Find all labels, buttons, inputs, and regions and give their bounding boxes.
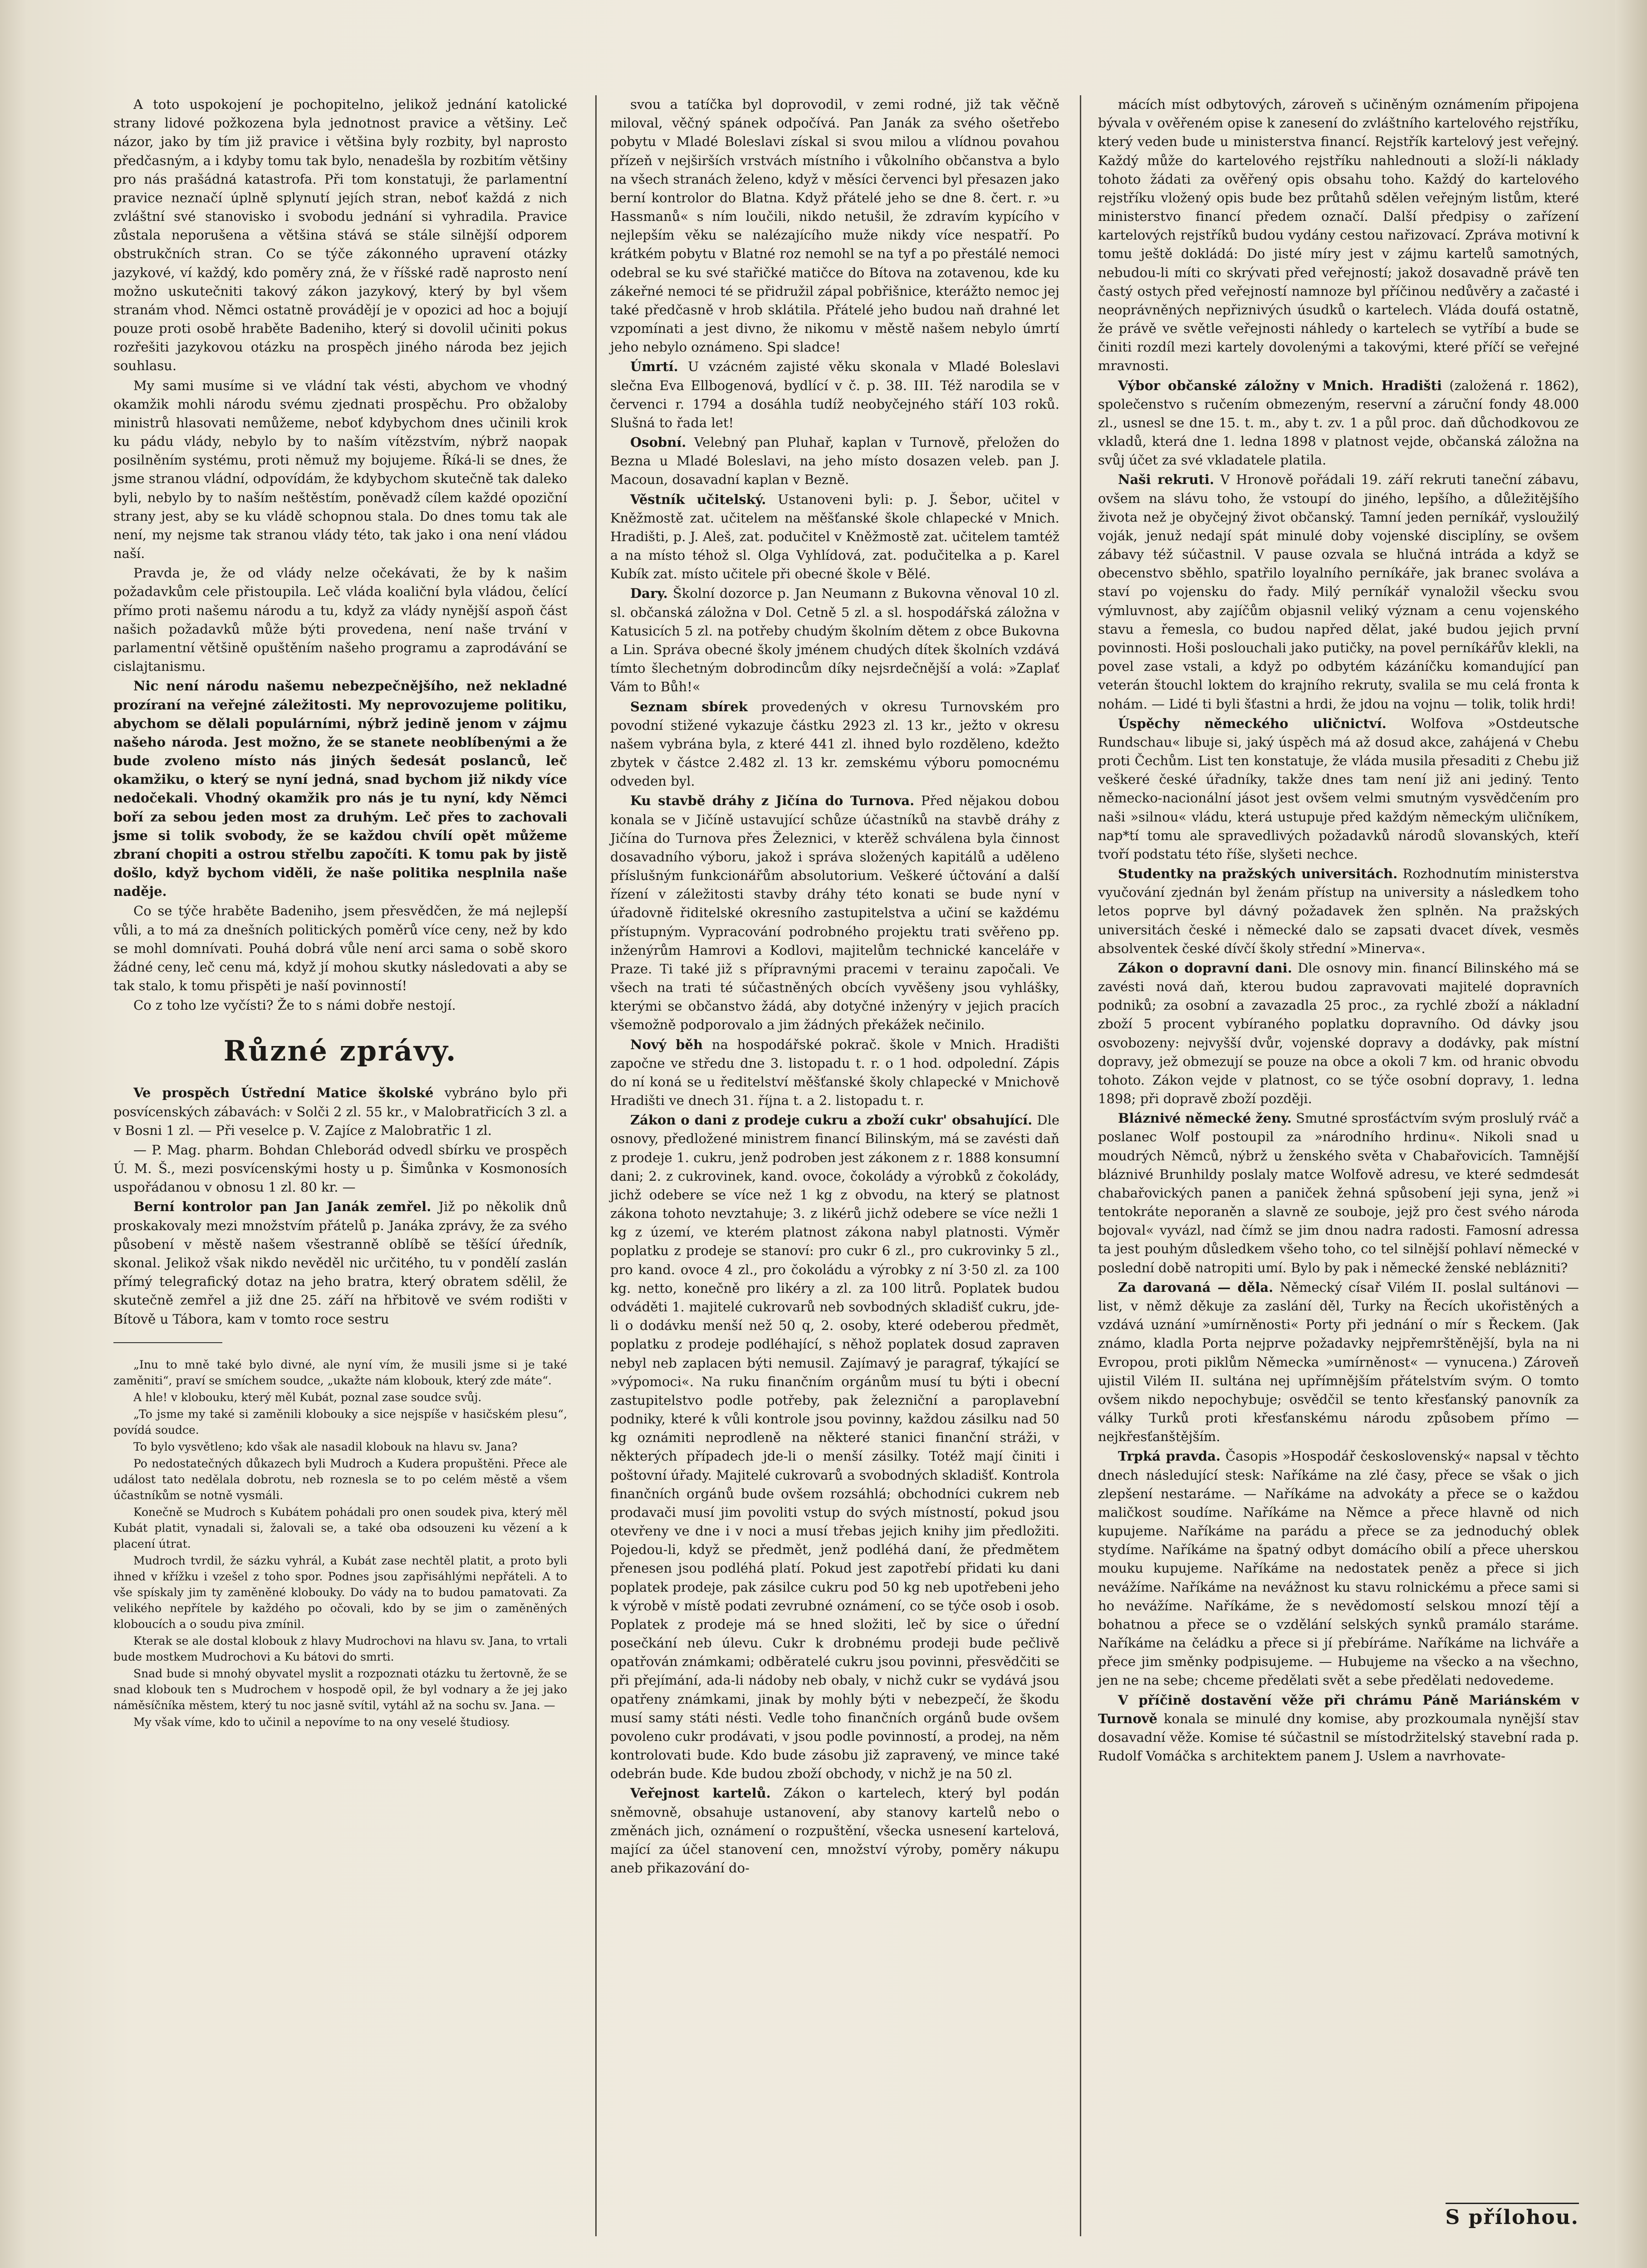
news-item	[610, 792, 1059, 1034]
news-item-body: Velebný pan Pluhař, kaplan v Turnově, přeložen do Bezna u Mladé Boleslavi, na jeho místo dosazen veleb. pan J. Macoun, dosavadní kaplan v Bezně.	[610, 435, 1059, 488]
column-3	[1098, 95, 1579, 1766]
feuilleton-paragraph: Mudroch tvrdil, že sázku vyhrál, a Kubát zase nechtěl platit, a proto byli ihned v křížku i vzešel z toho spor. Podnes jsou zapřisáhlými nepřáteli. A to vše spískaly jim ty zaměněné klobouky. Do vády na to budou pamatovati. Za velikého nepřítele by každého po očovali, kdo by se jim o zaměněných kloboucích a o soudu piva zmínil.	[113, 1554, 567, 1631]
feuilleton-paragraph: Kterak se ale dostal klobouk z hlavy Mudrochovi na hlavu sv. Jana, to vrtali bude mostkem Mudrochovi a Ku bátovi do smrti.	[113, 1634, 567, 1663]
paragraph	[113, 677, 567, 901]
news-item-title: Ku stavbě dráhy z Jičína do Turnova.	[630, 793, 915, 809]
feuilleton-paragraph: „Inu to mně také bylo divné, ale nyní vím, že musili jsme si je také zaměniti“, praví se smíchem soudce, „ukažte nám klobouk, který zde máte“.	[113, 1358, 567, 1387]
news-item-title: Berní kontrolor pan Jan Janák zemřel.	[133, 1199, 431, 1215]
paragraph: svou a tatíčka byl doprovodil, v zemi rodné, již tak věčně miloval, věčný spánek odpočívá. Pan Janák za svého ošetřebo pobytu v Mladé Boleslavi získal si svou milou a vlídnou povahou přízeň v nejširších vrstvách místního i vůkolního občanstva a bylo na všech stranách želeno, když v měsíci červenci byl přesazen jako berní kontrolor do Blatna. Když přátelé jeho se dne 8. čert. r. »u Hassmanů« s ním loučili, nikdo netušil, že zdravím kypícího v nejlepším věku se nalézajícího muže nikdy více nespatří. Po krátkém pobytu v Blatné roz nemohl se na tyf a po přestálé nemoci odebral se ku své stařičké matičce do Bítova na zotavenou, kde ku zákeřné nemoci té se přidružil zápal pobřišnice, kterážto nemoc jej také předčasně v hrob sklátila. Přátelé jeho budou naň drahné let vzpomínati a jest divno, že nikomu v městě našem nebylo úmrtí jeho nebylo oznámeno. Spi sladce!	[610, 97, 1059, 355]
feuilleton-paragraph: Konečně se Mudroch s Kubátem pohádali pro onen soudek piva, který měl Kubát platit, vynadali si, žalovali se, a také oba odsouzeni ku vězení a k placení útrat.	[113, 1505, 567, 1550]
news-item-title: Úmrtí.	[630, 359, 678, 375]
news-item	[610, 357, 1059, 432]
paragraph: Co z toho lze vyčísti? Že to s námi dobře nestojí.	[133, 997, 456, 1013]
feuilleton-divider	[113, 1342, 222, 1343]
feuilleton-paragraph: My však víme, kdo to učinil a nepovíme to na ony veselé študiosy.	[133, 1715, 510, 1729]
news-item-title: Věstník učitelský.	[630, 491, 766, 507]
news-item-body: na hospodářské pokrač. škole v Mnich. Hradišti započne ve středu dne 3. listopadu t. r. o 1 hod. odpolední. Zápis do ní koná se u ředitelství měšťanské školy chlapecké v Mnichově Hradišti ve dnech 31. října t. a 2. listopadu t. r.	[610, 1036, 1059, 1109]
news-item-body: Německý císař Vilém II. poslal sultánovi — list, v němž děkuje za zaslání děl, Turky na Řecích ukořistěných a vzdává uznání »umírněnosti« Porty při jednání o mír s Řeckem. (Jak známo, kladla Porta nejprve požadavky nejpřemrštěnější, byla na ni Evropou, proti piklům Německa »umírněnost« — vynucena.) Zároveň ujistil Vilém II. sultána nej upřímnějším přátelstvím svým. O tomto ovšem nikdo nepochybuje; osvědčil se tento křesťanský panovník za války Turků proti křesťanskému národu způsobem přímo — nejkřesťanštějším.	[1098, 1279, 1579, 1445]
news-item-title: Veřejnost kartelů.	[630, 1785, 771, 1801]
news-item-body: U vzácném zajisté věku skonala v Mladé Boleslavi slečna Eva Ellbogenová, bydlící v č. p. 38. III. Též narodila se v červenci r. 1794 a dosáhla tudíž neobyčejného stáří 103 roků. Slušná to řada let!	[610, 359, 1059, 430]
news-item-title: Za darovaná — děla.	[1118, 1279, 1274, 1295]
news-item	[610, 1111, 1059, 1783]
news-item	[1098, 865, 1579, 958]
scan-edge-left	[0, 0, 27, 2268]
news-item	[1098, 959, 1579, 1108]
news-item-body: Dle osnovy, předložené ministrem financí Bilinským, má se zavésti daň z prodeje 1. cukru, jenž podroben jest zákonem z r. 1888 konsumní dani; 2. z cukrovinek, kand. ovoce, čokolády a výrobků z čokolády, jichž odebere se více než 1 kg z obvodu, na který se platnost zákona tohoto nevztahuje; 3. z likérů jichž odebere se více nežli 1 kg z území, ve kterém platnost zákona nabyl platnosti. Výměr poplatku z prodeje se stanoví: pro cukr 6 zl., pro cukrovinky 5 zl., pro kand. ovoce 4 zl., pro čokoládu a výrobky z ní 3·50 zl. za 100 kg. netto, konečně pro likéry a zl. za 100 litrů. Poplatek budou odváděti 1. majitelé cukrovarů neb sovbodných skladišť cukru, jde-li o dodávku menší než 50 q, 2. osoby, které odeberou předmět, poplatku z prodeje podléhající, s něhož poplatek dosud zapraven nebyl neb zaplacen býti nemusil. Zajímavý je paragraf, týkající se »výpomoci«. Na ruku finančním orgánům musí tu býti i obecní zastupitelstvo podle potřeby, pak železniční a paroplavební podniky, které k vůli kontrole jsou povinny, každou zásilku nad 50 kg oznámiti neprodleně na některé stanici finanční stráži, v některých případech jde-li o menší zásilky. Totéž mají činiti i poštovní úřady. Majitelé cukrovarů a svobodných skladišť. Kontrola finančních orgánů bude ovšem rozsáhlá; obchodníci cukrem neb prodavači musí jim povoliti vstup do svých místností, pokud jsou otevřeny ve dne i v noci a musí třebas jejich knihy jim předložiti. Pojedou-li, když se předmět, jenž podléhá daní, že předmětem přenesen jsou podléhá platí. Pokud jest zapotřebí přidati ku dani poplatek prodeje, pak zásilce cukru pod 50 kg neb upotřebeni jeho k výrobě v místě podati zevrubné oznámení, co se týče osob i osob. Poplatek z prodeje má se hned složiti, leč by sice o úřední posečkání neb úlevu. Cukr k drobnému prodeji bude pečlivě opatřován známkami; odběratelé cukru jsou povinni, přesvědčiti se při přejímání, ada-li nádoby neb obaly, v nichž cukr se vydává jsou opatřeny známkami, jinak by mohly býti v nebezpečí, že škodu musí samy státi nésti. Vedle toho finančních orgánů bude ovšem povoleno cukr prodávati, v jsou podle povinností, a prodej, na něm kontrolovati bude. Kdo bude zásobu již zapravený, ve mince také odebrán bude. Kde budou zboží obchody, v nichž je na 50 zl.	[610, 1112, 1060, 1782]
paragraph: Pravda je, že od vlády nelze očekávati, že by k našim požadavkům cele přistoupila. Leč vláda koaliční byla vládou, čelící přímo proti našemu národu a tu, když za vlády nynější aspoň část našich požadavků může býti provedena, není naše trvání v parlamentní většině opuštěním našeho programu a zaprodávání se cislajtanismu.	[113, 565, 567, 675]
news-item-body: Wolfova »Ostdeutsche Rundschau« libuje si, jaký úspěch má až dosud akce, zahájená v Chebu proti Čechům. List ten konstatuje, že vláda musila přesaditi z Chebu již veškeré české úřadníky, takže dnes tam není již ani jediný. Tento německo-nacionální jásot jest ovšem velmi smutným vysvědčením pro naši »silnou« vládu, která ustupuje před každým německým uličníkem, nap*tí tomu ale spravedlivých požadavků národů slovanských, kteří tvoří podstatu této říše, slyšeti nechce.	[1098, 715, 1579, 862]
news-item-body: Ustanoveni byli: p. J. Šebor, učitel v Kněžmostě zat. učitelem na měšťanské škole chlapecké v Mnich. Hradišti, p. J. Aleš, zat. podučitel v Kněžmostě zat. učitelem tamtéž a na místo téhož sl. Olga Vyhlídová, zat. podučitelka a p. Karel Kubík zat. místo učitele při obecné škole v Bělé.	[610, 491, 1060, 582]
paragraph: My sami musíme si ve vládní tak vésti, abychom ve vhodný okamžik mohli národu svému zjednati prospěchu. Pro obžaloby ministrů hlasovati nemůžeme, neboť kdybychom dnes učinili krok ku pádu vlády, nebylo by to naším vítězstvím, nýbrž naopak posilněním systému, proti němuž my bojujeme. Říká-li se dnes, že jsme stranou vládní, odpovídám, že kdybychom skutečně tak daleko byli, nebylo by to naším neštěstím, poněvadž cílem každé opoziční strany jest, aby se ku vládě schopnou stala. Do dnes tomu tak ale není, my nejsme tak stranou vlády této, tak jako i ona není vládou naší.	[113, 377, 567, 562]
news-item-title: Ve prospěch Ústřední Matice školské	[133, 1085, 434, 1101]
news-item-body: Smutné sprosťáctvím svým proslulý rváč a poslanec Wolf postoupil za »národního hrdinu«. Nikoli snad u moudrých Němců, nýbrž u ženského světa v Chabařovicích. Tamnější bláznivé Brunhildy poslaly matce Wolfově adresu, ve které sedmdesát chabařovických panen a paniček žehná spůsobení jeji syna, jenž »i tentokráte neporaněn a slavně ze souboje, jejž pro čest svého národa bojoval« vyvázl, nad čímž se jim dnou nadra radosti. Famosní adressa ta jest pouhým důsledkem všeho toho, co tel silnější pohlaví německé v poslední době natropiti umí. Bylo by pak i německé ženské neblázniti?	[1098, 1110, 1579, 1276]
news-item-body: Rozhodnutím ministerstva vyučování zjednán byl ženám přístup na university a následkem toho letos poprve byl dávný požadavek žen splněn. Na pražských universitách české i německé dalo se zapsati dvacet dívek, vesměs absolventek české dívčí školy střední »Minerva«.	[1098, 866, 1579, 956]
news-item	[1098, 1278, 1579, 1447]
paragraph-lead: Nic není národu našemu nebezpečnějšího, než nekladné prozíraní na veřejné záležitosti. My neprovozujeme politiku, abychom se dělali populárními, nýbrž jedině jenom v zájmu našeho národa. Jest možno, že se stanete neoblíbenými a že bude zvoleno místo nás jiných šedesát poslanců, leč okamžiku, o který se nyní jedná, snad bychom již nikdy více nedočekali. Vhodný okamžik pro nás je tu nyní, kdy Němci boří za sebou jeden most za druhým. Leč přes to zachovali jsme si tolik svobody, že se každou chvílí opět můžeme zbraní chopiti a ostrou střelbu započíti. K tomu pak by jistě došlo, když bychom viděli, že naše politika nesplnila naše naděje.	[113, 678, 567, 899]
news-item-body: (založená r. 1862), společenstvo s ručením obmezeným, reservní a záruční fondy 48.000 zl., usnesl se dne 15. t. m., aby t. zv. 1 a půl proc. daň důchodkovou ze vkladů, která dne 1. ledna 1898 v platnost vejde, občanská záložna na svůj účet za své vkladatele platila.	[1098, 377, 1579, 468]
news-item-title: Nový běh	[630, 1036, 703, 1052]
paragraph: mácích míst odbytových, zároveň s učiněným oznámením připojena bývala v ověřeném opise k zanesení do zvláštního kartelového rejstříku, který veden bude u ministerstva financí. Rejstřík kartelový jest veřejný. Každý může do kartelového rejstříku nahlednouti a složí-li náklady tohoto žádati za ověřený opis obsahu toho. Každý do kartelového rejstříku vložený opis bude bez průtahů sdělen veřejným listům, které ministerstvo financí předem označí. Další předpisy o zařízení kartelových rejstříků budou vydány cestou nařizovací. Zpráva motivní k tomu ještě dokládá: Do jisté míry jest v zájmu kartelů samotných, nebudou-li míti co skrývati před veřejností; jakož dosavadně právě ten častý ostych před veřejností namnoze byl příčinou nedůvěry a začasté i neoprávněných nepřiznivých úsudků o kartelech. Vláda doufá ostatně, že právě ve světle veřejnosti náhledy o kartelech se vytříbí a bude se činiti rozdíl mezi kartely dovolenými a takovými, které příčí se veřejné mravnosti.	[1098, 97, 1579, 374]
news-item	[610, 490, 1059, 584]
news-item-title: Studentky na pražských universitách.	[1118, 866, 1398, 882]
news-item	[1098, 470, 1579, 713]
news-item-title: Bláznivé německé ženy.	[1118, 1110, 1292, 1126]
news-item-title: Zákon o dani z prodeje cukru a zboží cukr' obsahující.	[630, 1112, 1033, 1128]
news-item-title: Seznam sbírek	[630, 699, 748, 714]
news-item	[113, 1084, 567, 1140]
column-2	[610, 95, 1059, 1878]
news-item-title: Dary.	[630, 586, 668, 601]
news-item-body: V Hronově pořádali 19. září rekruti taneční zábavu, ovšem na slávu toho, že vstoupí do jiného, lepšího, a důležitějšího života než je obyčejný život občanský. Tamní jeden perníkář, vysloužilý voják, jenuž nedají spát minulé doby vojenské disciplíny, se ovšem zábavy též súčastnil. V pause ozvala se hlučná intráda a když se obecenstvo sběhlo, spatřilo loyalního perníkáře, jak branec svoláva a staví po vojensku do řady. Milý perníkář vynaložil všecku svou výmluvnost, aby zajíčům objasnil veliký význam a cenu vojenského stavu a řemesla, co budou napřed dělat, jaké budou jejich první povinnosti. Hoši poslouchali jako putičky, na povel perníkářův klekli, na povel zase vstali, a když po odbytém kázáníčku komandující pan veterán štouchl loktem do krajního rekruty, svalila se mu celá fronta k nohám. — Lidé ti byli šťastni a hrdi, že jdou na vojnu — tolik, tolik hrdi!	[1098, 472, 1579, 712]
news-item	[610, 698, 1059, 791]
feuilleton-paragraph: To bylo vysvětleno; kdo však ale nasadil klobouk na hlavu sv. Jana?	[133, 1440, 518, 1453]
news-item-body: vybráno bylo při posvícenských zábavách: v Solči 2 zl. 55 kr., v Malobratřicích 3 zl. a v Bosni 1 zl. — Při veselce p. V. Zajíce z Malobratřic 1 zl.	[113, 1085, 567, 1138]
news-item	[610, 1784, 1059, 1877]
paragraph: A toto uspokojení je pochopitelno, jelikož jednání katolické strany lidové požkozena byla jednotnost pravice a většiny. Leč názor, jako by tím již pravice i většina byly rozbity, byl naprosto předčasným, a i kdyby tomu tak bylo, nenadešla by rozbitím většiny pro nás prašádná katastrofa. Při tom konstatuji, že parlamentní pravice neznačí úplně splynutí jejích stran, neboť každá z nich zvláštní své stanovisko i svobodu jednání si vyhradila. Pravice zůstala neporušena a většina stává se stále silnější odporem obstrukčních stran. Co se týče zákonného upravení otázky jazykové, ví každý, kdo poměry zná, že v říšské radě naprosto není možno uskutečniti takový zákon jazykový, který by byl všem stranám vhod. Němci ostatně provádějí je v opozici ad hoc a bojují pouze proti osobě hraběte Badeniho, který si dovolil učiniti pokus rozřešiti jazykovou otázku na prospěch jiného národa bez jejich souhlasu.	[113, 97, 567, 374]
news-item-body: provedených v okresu Turnovském pro povodní stižené vykazuje částku 2923 zl. 13 kr., ježto v okresu našem vybrána byla, z které 441 zl. ihned bylo rozděleno, kdežto zbytek v částce 2.482 zl. 13 kr. zemskému výboru pomocnému odveden byl.	[610, 699, 1060, 789]
news-item-title: Úspěchy německého uličnictví.	[1118, 715, 1387, 731]
news-item: — P. Mag. pharm. Bohdan Chleborád odvedl sbírku ve prospěch Ú. M. Š., mezi posvícenskými hosty u p. Šimůnka v Kosmonosích uspořádanou v obnosu 1 zl. 80 kr. —	[113, 1142, 567, 1195]
news-item	[1098, 1109, 1579, 1277]
paragraph: Co se týče hraběte Badeniho, jsem přesvědčen, že má nejlepší vůli, a to má za dnešních politických poměrů více ceny, než by kdo se mohl domnívati. Pouhá dobrá vůle není arci sama o sobě skoro žádné ceny, leč cenu má, když jí mohou skutky následovati a aby se tak stalo, k tomu přispěti je naší povinností!	[113, 903, 567, 994]
news-item-body: Časopis »Hospodář československý« napsal v těchto dnech následující stesk: Naříkáme na zlé časy, přece se však o jich zlepšení nestaráme. — Naříkáme na advokáty a přece se o každou maličkost soudíme. Naříkáme na Němce a přece hlavně od nich kupujeme. Naříkáme na parádu a přece se za jednoduchý oblek stydíme. Naříkáme na špatný odbyt domácího obilí a přece uherskou mouku kupujeme. Naříkáme na nedostatek peněz a přece si jich nevážíme. Naříkáme na nevážnost ku stavu rolnickému a přece sami si ho nevážíme. Naříkáme, že s nevědomostí selskou mnozí tějí a bohatnou a přece se o vzdělání selských synků pramálo staráme. Naříkáme na čeládku a přece si jí přebíráme. Naříkáme na lichváře a přece jim směnky podpisujeme. — Hubujeme na všecko a na všechno, jen ne na sebe; chceme předělati svět a sebe předělati nedovedeme.	[1098, 1448, 1579, 1688]
news-item	[1098, 714, 1579, 864]
news-item	[610, 584, 1059, 696]
column-divider-1	[595, 95, 597, 2236]
news-item	[610, 433, 1059, 489]
feuilleton-paragraph: Snad bude si mnohý obyvatel myslit a rozpoznati otázku tu žertovně, že se snad klobouk ten s Mudrochem v hospodě opil, že byl vodnary a že jej jako náměsíčníka městem, který tu noc jasně svítil, vytáhl až na sochu sv. Jana. —	[113, 1667, 567, 1712]
news-item-title: V příčině dostavění věže při chrámu Páně Mariánském v Turnově	[1098, 1692, 1579, 1726]
scan-edge-right	[1615, 0, 1647, 2268]
news-item-title: Osobní.	[630, 435, 686, 450]
news-item-title: Zákon o dopravní dani.	[1118, 960, 1292, 976]
news-item-body: konala se minulé dny komise, aby prozkoumala nynější stav dosavadní věže. Komise té súčastnil se místodržitelský stavební rada p. Rudolf Vomáčka s architektem panem J. Uslem a navrhovate-	[1098, 1711, 1579, 1764]
news-item	[1098, 1447, 1579, 1690]
continuation-note: S přílohou.	[1446, 2203, 1579, 2229]
feuilleton	[113, 1357, 567, 1730]
news-item-title: Trpká pravda.	[1118, 1448, 1221, 1464]
news-item-title: Naši rekruti.	[1118, 472, 1214, 488]
news-item-body: Zákon o kartelech, který byl podán sněmovně, obsahuje ustanovení, aby stanovy kartelů nebo o změnách jich, oznámení o rozpuštění, všecka usnesení kartelová, mající za účel stanovení cen, množství výroby, poměry nákupu aneb přikazování do-	[610, 1785, 1059, 1876]
news-item-body: Před nějakou dobou konala se v Jičíně ustavující schůze účastníků na stavbě dráhy z Jičína do Turnova přes Železnici, v kterěž schválena byla činnost dosavadního výboru, jakož i správa složených kapitálů a uděleno příslušným funkcionářům absolutorium. Veškeré účtování a další řízení v záležitosti stavby dráhy této konati se bude nyní v úřadovně řiditelské okresního zastupitelstva a učiní se každému přístupným. Vypracování podrobného projektu trati svěřeno pp. inženýrům Hamrovi a Kodlovi, majitelům technické kanceláře v Praze. Ti také již s přípravnými pracemi v terainu započali. Ve všech na trati té súčastněných obcích vyvěšeny jsou vyhlášky, kterými se občanstvo žádá, aby dotyčné inženýry v jejich pracích všemožně podporovalo a jim žádných překážek nečinilo.	[610, 793, 1059, 1033]
news-item-body: Školní dozorce p. Jan Neumann z Bukovna věnoval 10 zl. sl. občanská záložna v Dol. Cetně 5 zl. a sl. hospodářská záložna v Katusicích 5 zl. na potřeby chudým školním dětem z obce Bukovna a Lin. Správa obecné školy jménem chudých dítek školních vzdává tímto šlechetným dobrodincům díky nejsrdečnější a volá: »Zaplať Vám to Bůh!«	[610, 586, 1059, 695]
column-divider-2	[1080, 95, 1081, 2236]
feuilleton-paragraph: Po nedostatečných důkazech byli Mudroch a Kudera propuštěni. Přece ale událost tato nedělala dobrotu, neb roznesla se to po celém městě a všem účastníkům se notně vysmáli.	[113, 1457, 567, 1502]
news-item-body: Dle osnovy min. financí Bilinského má se zavésti nová daň, kterou budou zapravovati majitelé dopravních podniků; za osobní a zavazadla 25 proc., za rychlé zboží a nákladní zboží 5 procent vybíraného poplatku dopravního. Od dávky jsou osvobozeny: nejvyšší dvůr, vojenské dopravy a dodávky, pak místní dopravy, jež obmezují se pouze na obce a okoli 7 km. od hranic obvodu tohoto. Zákon vejde v platnost, co se týče osobní dopravy, 1. ledna 1898; při dopravě zboží později.	[1098, 960, 1579, 1107]
section-heading: Různé zprávy.	[223, 1034, 457, 1068]
news-item-title: Výbor občanské záložny v Mnich. Hradišti	[1118, 377, 1442, 393]
news-item	[113, 1198, 567, 1328]
news-item	[610, 1036, 1059, 1110]
feuilleton-paragraph: A hle! v klobouku, který měl Kubát, poznal zase soudce svůj.	[133, 1390, 482, 1404]
column-1	[113, 95, 567, 1731]
news-item-body: Již po několik dnů proskakovaly mezi množstvím přátelů p. Janáka zprávy, že za svého působení v městě našem všestranně oblíbě se těšící úředník, skonal. Jelikož však nikdo nevěděl nic určitého, tu v pondělí zaslán přímý telegrafický dotaz na jeho bratra, který obratem sdělil, že skutečně zemřel a již dne 25. září na hřbitově ve svém rodišti v Bítově u Tábora, kam v tomto roce sestru	[113, 1199, 567, 1327]
news-item	[1098, 376, 1579, 470]
news-item	[1098, 1691, 1579, 1766]
feuilleton-paragraph: „To jsme my také si zaměnili klobouky a sice nejspíše v hasičském plesu“, povídá soudce.	[113, 1407, 567, 1437]
